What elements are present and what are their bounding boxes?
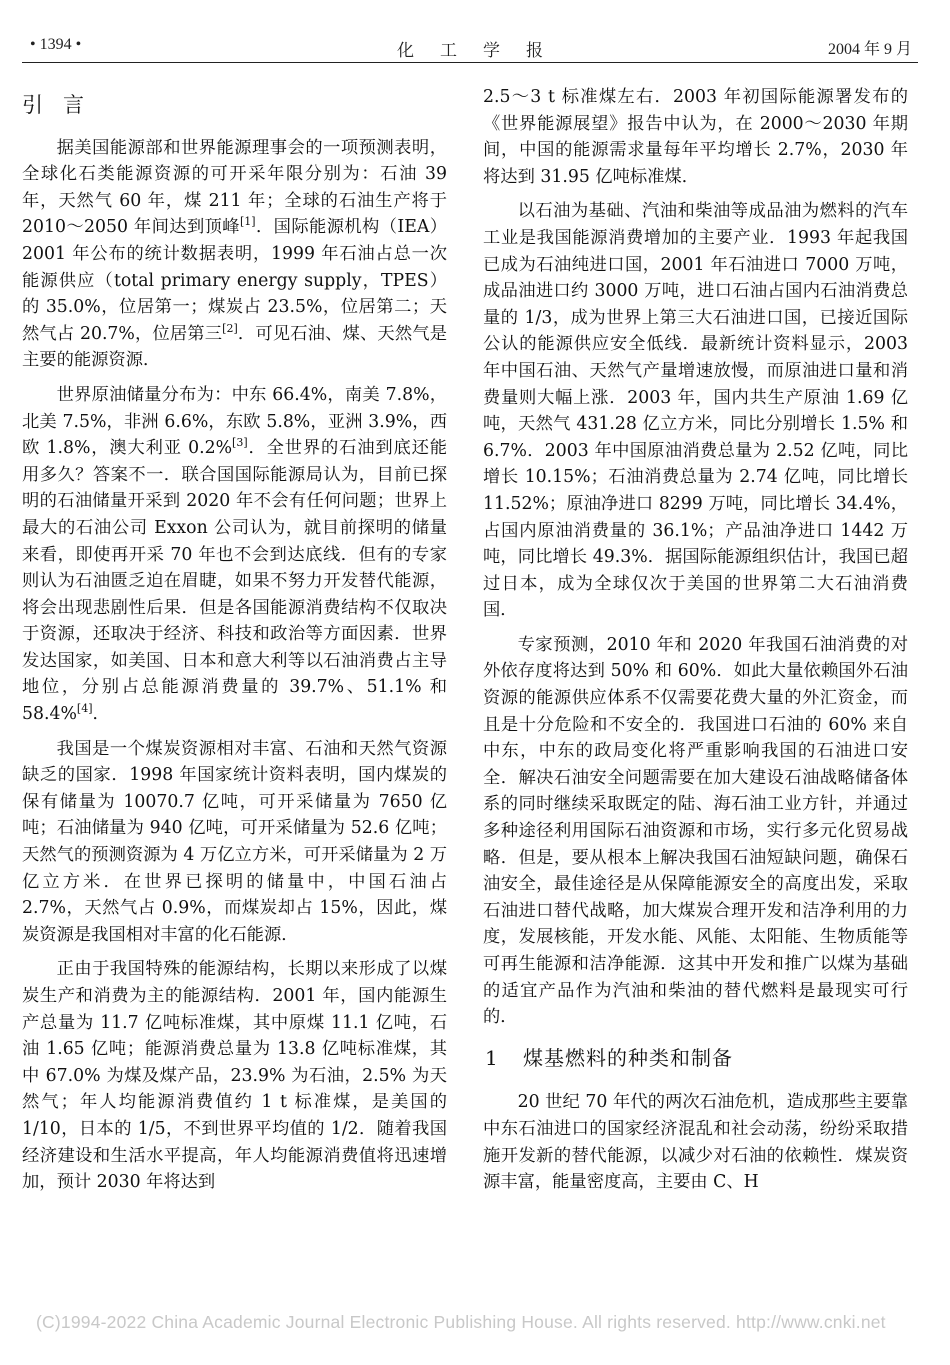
paragraph-1: 据美国能源部和世界能源理事会的一项预测表明，全球化石类能源资源的可开采年限分别为：石油 39 年，天然气 60 年，煤 211 年；全球的石油生产将于 2010～2050 年间达到顶峰[1]．国际能源机构（IEA）2001 年公布的统计数据表明，1999 年石油占总一次能源供应（total primary energy supply，TPES）的 35.0%，位居第一；煤炭占 23.5%，位居第二；天然气占 20.7%，位居第三[2]．可见石油、煤、天然气是主要的能源资源． <box>22 137 448 371</box>
section-number: 1 <box>485 1045 499 1070</box>
paragraph-7: 专家预测，2010 年和 2020 年我国石油消费的对外依存度将达到 50% 和 60%．如此大量依赖国外石油资源的能源供应体系不仅需要花费大量的外汇资金，而且是十分危险和不安全的．我国进口石油的 60% 来自中东，中东的政局变化将严重影响我国的石油进口安全．解决石油安全问题需要在加大建设石油战略储备体系的同时继续采取既定的陆、海石油工业方针，并通过多种途径利用国际石油资源和市场，实行多元化贸易战略．但是，要从根本上解决我国石油短缺问题，确保石油安全，最佳途径是从保障能源安全的高度出发，采取石油进口替代战略，加大煤炭合理开发和洁净利用的力度，发展核能，开发水能、风能、太阳能、生物质能等可再生能源和洁净能源．这其中开发和推广以煤为基础的适宜产品作为汽油和柴油的替代燃料是最现实可行的． <box>483 634 908 1028</box>
citation-1[interactable]: [1] <box>240 215 256 229</box>
running-header <box>22 36 918 62</box>
left-column <box>22 82 447 1196</box>
intro-heading: 引言 <box>22 93 104 117</box>
paragraph-6: 以石油为基础、汽油和柴油等成品油为燃料的汽车工业是我国能源消费增加的主要产业．1993 年起我国已成为石油纯进口国，2001 年石油进口 7000 万吨，成品油进口约 3000 万吨，进口石油占国内石油消费总量的 1/3，成为世界上第三大石油进口国，已接近国际公认的能源供应安全低线．最新统计资料显示，2003 年中国石油、天然气产量增速放慢，而原油进口量和消费量则大幅上涨．2003 年，国内共生产原油 1.69 亿吨，天然气 431.28 亿立方米，同比分别增长 1.5% 和 6.7%．2003 年中国原油消费总量为 2.52 亿吨，同比增长 10.15%；石油消费总量为 2.74 亿吨，同比增长 11.52%；原油净进口 8299 万吨，同比增长 34.4%，占国内原油消费量的 36.1%；产品油净进口 1442 万吨，同比增长 49.3%．据国际能源组织估计，我国已超过日本，成为全球仅次于美国的世界第二大石油消费国． <box>483 201 908 621</box>
paragraph-8: 20 世纪 70 年代的两次石油危机，造成那些主要靠中东石油进口的国家经济混乱和社会动荡，纷纷采取措施开发新的替代能源，以减少对石油的依赖性．煤炭资源丰富，能量密度高，主要由 C、H <box>483 1092 908 1193</box>
paragraph-5: 2.5～3 t 标准煤左右．2003 年初国际能源署发布的《世界能源展望》报告中认为，在 2000～2030 年期间，中国的能源需求量每年平均增长 2.7%，2030 年将达到 31.95 亿吨标准煤． <box>483 87 908 187</box>
paragraph-2: 世界原油储量分布为：中东 66.4%，南美 7.8%，北美 7.5%，非洲 6.6%，东欧 5.8%，亚洲 3.9%，西欧 1.8%，澳大利亚 0.2%[3]．全世界的石油到底还能用多久？答案不一．联合国国际能源局认为，目前已探明的石油储量开采到 2020 年不会有任何问题；世界上最大的石油公司 Exxon 公司认为，就目前探明的储量来看，即使再开采 70 年也不会到达底线．但有的专家则认为石油匮乏迫在眉睫，如果不努力开发替代能源，将会出现悲剧性后果．但是各国能源消费结构不仅取决于资源，还取决于经济、科技和政治等方面因素．世界发达国家，如美国、日本和意大利等以石油消费占主导地位，分别占总能源消费量的 39.7%、51.1% 和 58.4%[4]． <box>22 384 447 725</box>
citation-3[interactable]: [3] <box>232 436 248 450</box>
issue-date: 2004 年 9 月 <box>827 41 912 58</box>
paragraph-4: 正由于我国特殊的能源结构，长期以来形成了以煤炭生产和消费为主的能源结构．2001 年，国内能源生产总量为 11.7 亿吨标准煤，其中原煤 11.1 亿吨，石油 1.65 亿吨；能源消费总量为 13.8 亿吨标准煤，其中 67.0% 为煤及煤产品，23.9% 为石油，2.5% 为天然气；年人均能源消费值约 1 t 标准煤，是美国的 1/10，日本的 1/5，不到世界平均值的 1/2．随着我国经济建设和生活水平提高，年人均能源消费值将迅速增加，预计 2030 年将达到 <box>22 959 447 1193</box>
paragraph-3: 我国是一个煤炭资源相对丰富、石油和天然气资源缺乏的国家．1998 年国家统计资料表明，国内煤炭的保有储量为 10070.7 亿吨，可开采储量为 7650 亿吨；石油储量为 940 亿吨，可开采储量为 52.6 亿吨；天然气的预测资源为 4 万亿立方米，可开采储量为 2 万亿立方米．在世界已探明的储量中，中国石油占 2.7%，天然气占 0.9%，而煤炭却占 15%，因此，煤炭资源是我国相对丰富的化石能源． <box>22 738 447 945</box>
page-number: • 1394 • <box>30 36 82 53</box>
copyright-watermark: (C)1994-2022 China Academic Journal Electronic Publishing House. All rights reserved. http://www.cnki.net <box>36 1312 886 1332</box>
section-title: 煤基燃料的种类和制备 <box>523 1045 733 1070</box>
header-rule <box>22 62 918 63</box>
citation-4[interactable]: [4] <box>76 702 93 716</box>
right-column <box>483 84 908 1196</box>
section-heading <box>483 1045 908 1072</box>
journal-title: 化工学报 <box>397 41 569 60</box>
citation-2[interactable]: [2] <box>222 321 238 335</box>
